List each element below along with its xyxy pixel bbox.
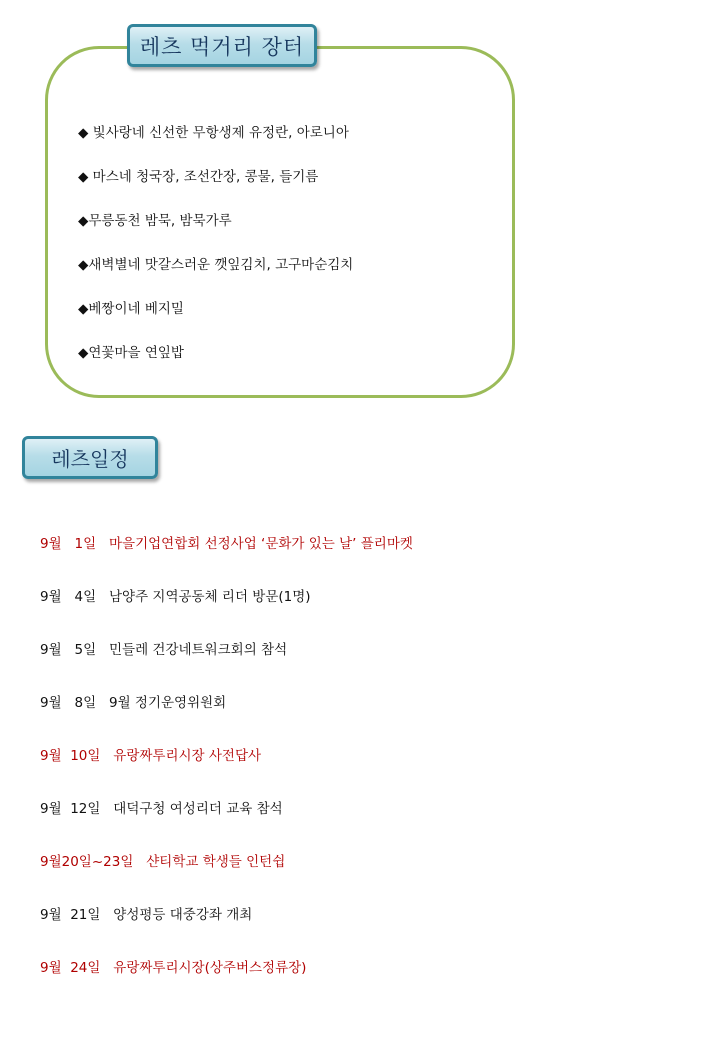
market-item: ◆무릉동천 밤묵, 밤묵가루 xyxy=(78,213,232,229)
schedule-item: 9월20일~23일 샨티학교 학생들 인턴쉽 xyxy=(40,854,286,870)
market-item: ◆연꽃마을 연잎밥 xyxy=(78,345,184,361)
schedule-item: 9월 12일 대덕구청 여성리더 교육 참석 xyxy=(40,801,283,817)
schedule-item: 9월 10일 유랑짜투리시장 사전답사 xyxy=(40,748,262,764)
schedule-title: 레츠일정 xyxy=(51,447,129,471)
schedule-item: 9월 21일 양성평등 대중강좌 개최 xyxy=(40,907,253,923)
market-item: ◆ 빛사랑네 신선한 무항생제 유정란, 아로니아 xyxy=(78,125,349,141)
schedule-list xyxy=(40,532,413,1009)
schedule-title-tab xyxy=(22,436,158,479)
market-title: 레츠 먹거리 장터 xyxy=(139,34,305,59)
schedule-item: 9월 8일 9월 정기운영위원회 xyxy=(40,695,227,711)
market-item: ◆ 마스네 청국장, 조선간장, 콩물, 들기름 xyxy=(78,169,319,185)
schedule-item: 9월 24일 유랑짜투리시장(상주버스정류장) xyxy=(40,960,307,976)
market-item: ◆베짱이네 베지밀 xyxy=(78,301,184,317)
schedule-item: 9월 4일 남양주 지역공동체 리더 방문(1명) xyxy=(40,589,311,605)
schedule-item: 9월 5일 민들레 건강네트워크회의 참석 xyxy=(40,642,288,658)
schedule-item: 9월 1일 마을기업연합회 선정사업 ‘문화가 있는 날’ 플리마켓 xyxy=(40,536,413,552)
market-item: ◆새벽별네 맛갈스러운 깻잎김치, 고구마순김치 xyxy=(78,257,354,273)
market-item-list xyxy=(78,122,353,386)
market-title-tab xyxy=(127,24,317,67)
